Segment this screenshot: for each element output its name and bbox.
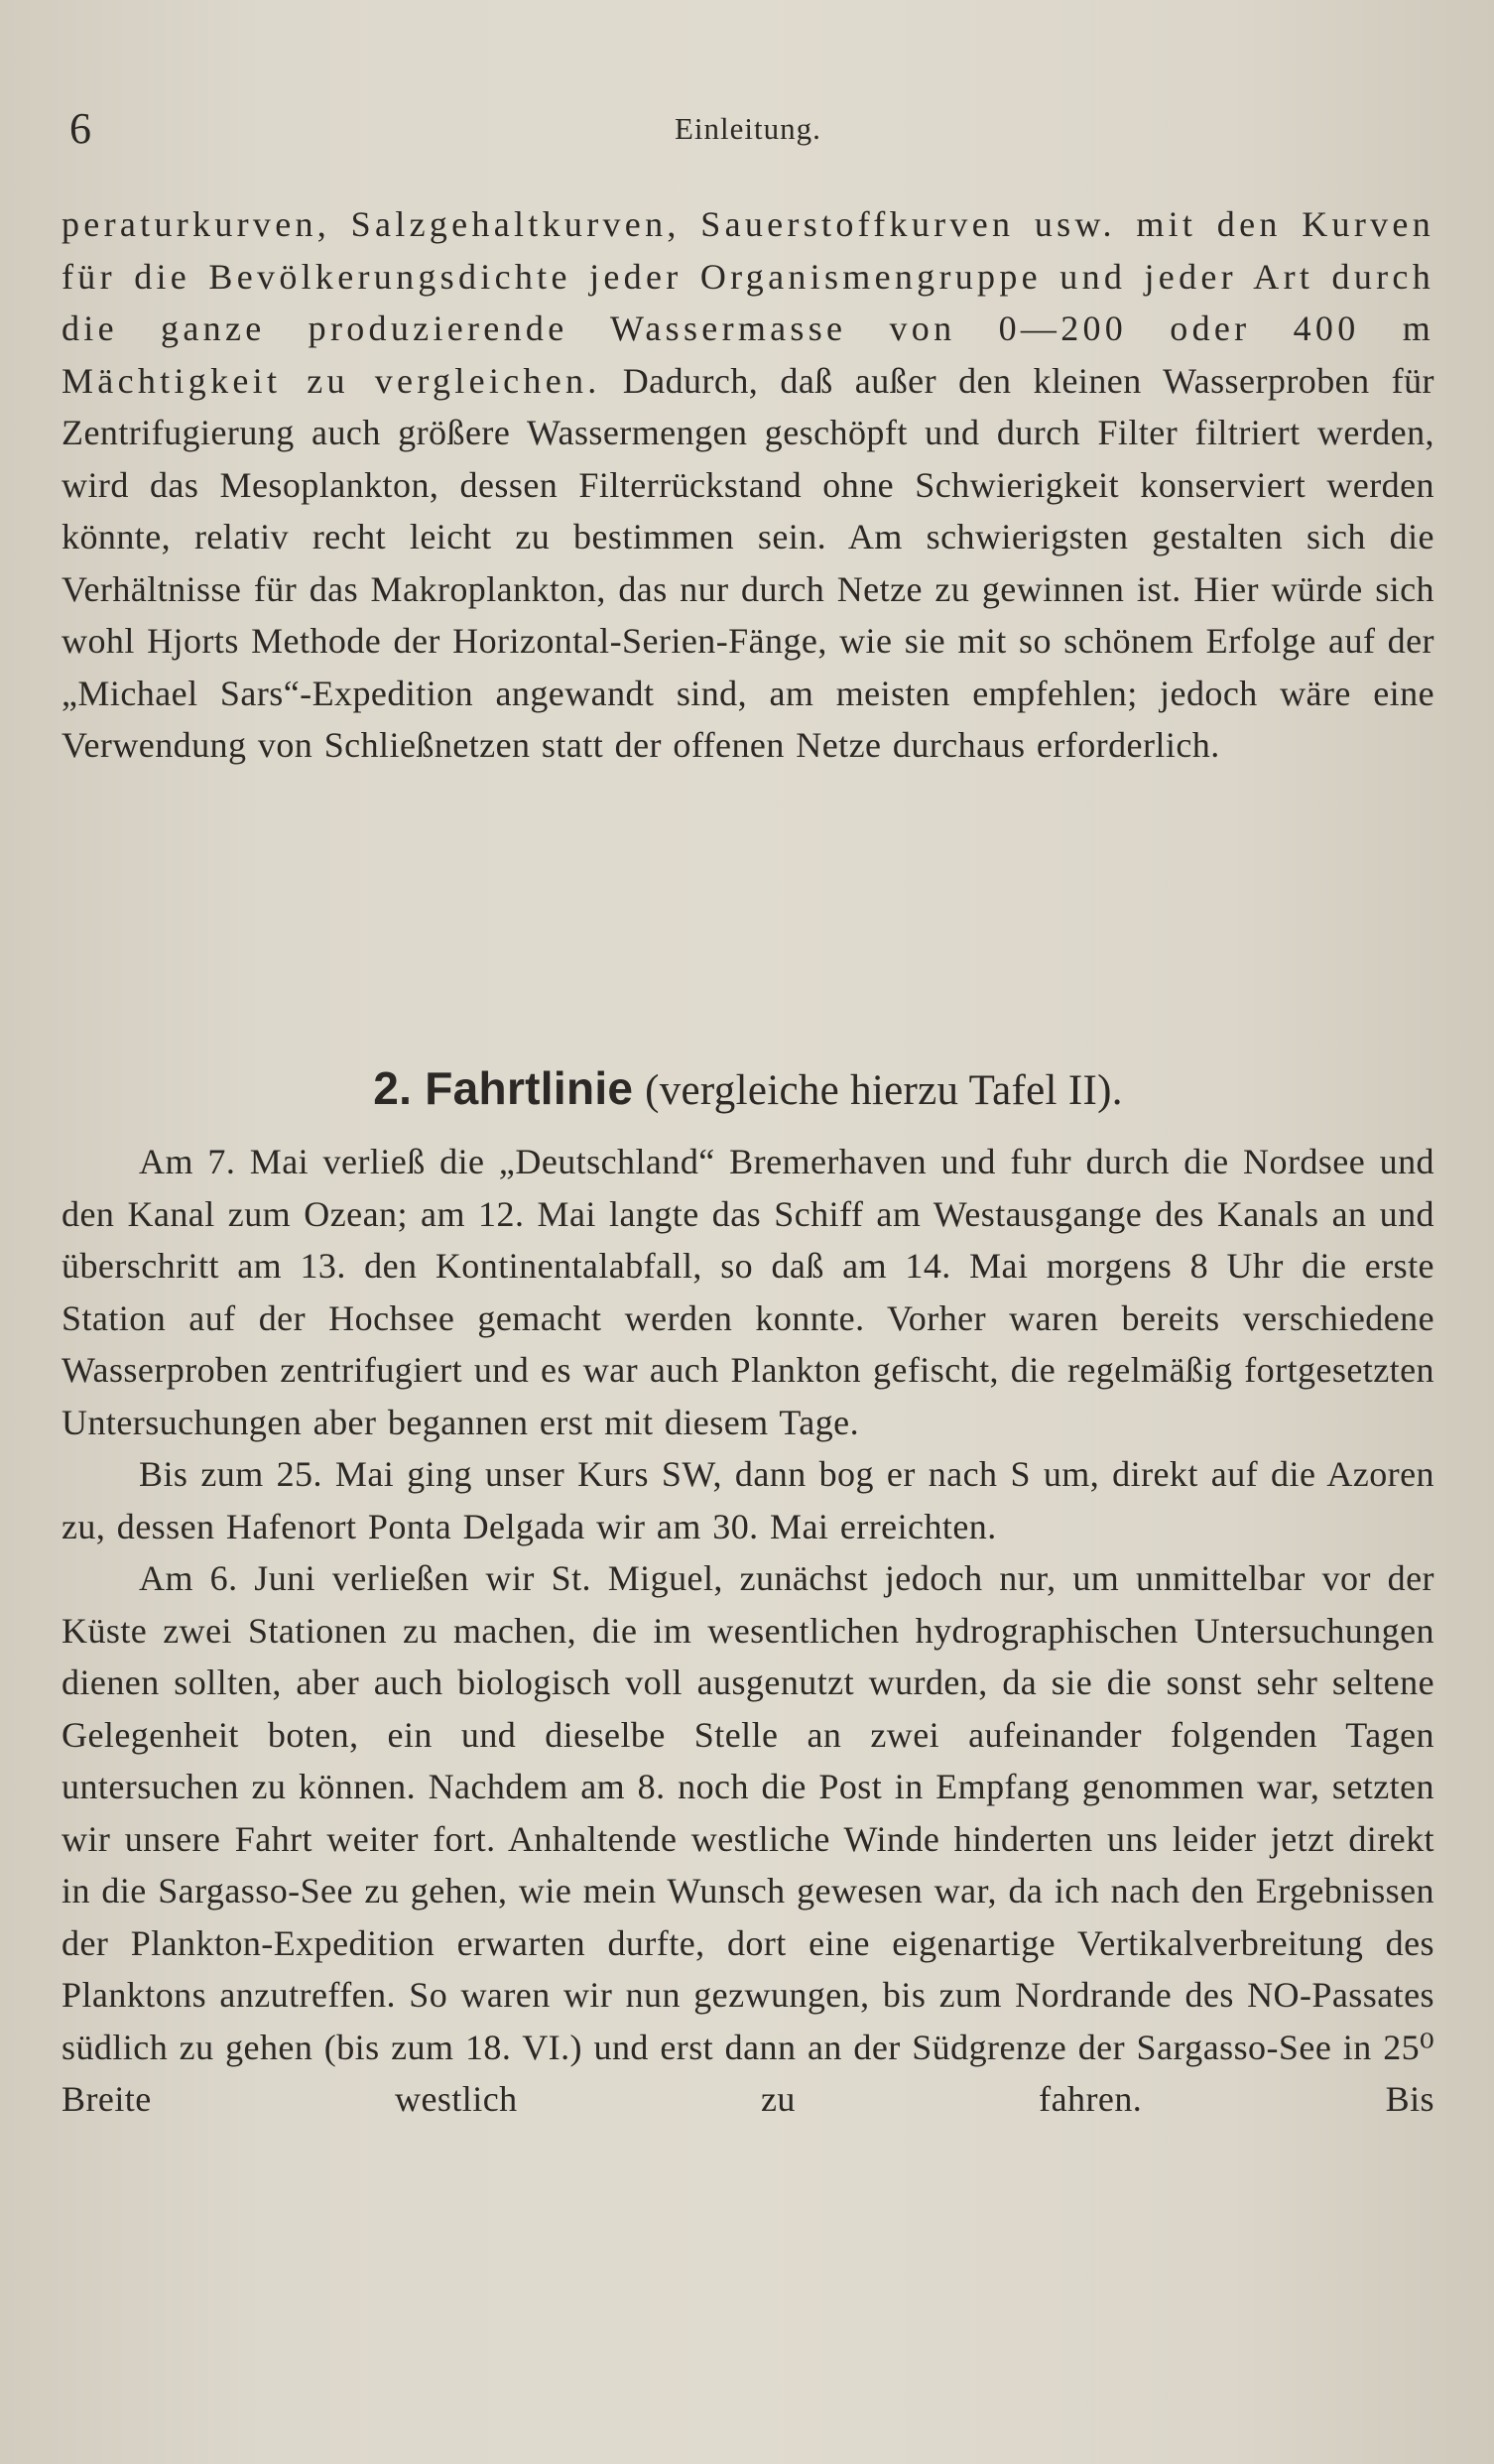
- page-number: 6: [69, 104, 91, 153]
- intro-paragraph: [62, 198, 1434, 772]
- intro-text-block: [62, 198, 1434, 772]
- running-title: Einleitung.: [675, 111, 821, 146]
- intro-letterspaced-text: peraturkurven, Salzgehaltkurven, Sauerstoffkurven usw. mit den Kurven für die Bevölkerungsdichte jeder Organismengruppe und jeder Art durch die ganze produzierende Wassermasse von 0—200 oder 400 m Mächtigkeit zu vergleichen.: [62, 204, 1434, 401]
- section-heading-title: 2. Fahrtlinie: [373, 1062, 634, 1114]
- section-heading-subtitle: (vergleiche hierzu Tafel II).: [645, 1067, 1123, 1114]
- section-paragraph-1: Am 7. Mai verließ die „Deutschland“ Bremerhaven und fuhr durch die Nordsee und den Kanal zum Ozean; am 12. Mai langte das Schiff am Westausgange des Kanals an und überschritt am 13. den Kontinentalabfall, so daß am 14. Mai morgens 8 Uhr die erste Station auf der Hochsee gemacht werden konnte. Vorher waren bereits verschiedene Wasserproben zentrifugiert und es war auch Plankton gefischt, die regelmäßig fortgesetzten Untersuchungen aber begannen erst mit diesem Tage.: [62, 1142, 1434, 1442]
- section-paragraph-2: Bis zum 25. Mai ging unser Kurs SW, dann bog er nach S um, direkt auf die Azoren zu, dessen Hafenort Ponta Delgada wir am 30. Mai erreichten.: [62, 1454, 1434, 1546]
- section-heading: [62, 1059, 1434, 1120]
- section-fahrtlinie: [62, 1059, 1434, 2126]
- running-head: [69, 99, 1438, 159]
- section-paragraph-3: Am 6. Juni verließen wir St. Miguel, zunächst jedoch nur, um unmittelbar vor der Küste zwei Stationen zu machen, die im wesentlichen hydrographischen Untersuchungen dienen sollten, aber auch biologisch voll ausgenutzt wurden, da sie die sonst sehr seltene Gelegenheit boten, ein und dieselbe Stelle an zwei aufeinander folgenden Tagen untersuchen zu können. Nachdem am 8. noch die Post in Empfang genommen war, setzten wir unsere Fahrt weiter fort. Anhaltende westliche Winde hinderten uns leider jetzt direkt in die Sargasso-See zu gehen, wie mein Wunsch gewesen war, da ich nach den Ergebnissen der Plankton-Expedition erwarten durfte, dort eine eigenartige Vertikalverbreitung des Planktons anzutreffen. So waren wir nun gezwungen, bis zum Nordrande des NO-Passates südlich zu gehen (bis zum 18. VI.) und erst dann an der Südgrenze der Sargasso-See in 25⁰ Breite westlich zu fahren. Bis: [62, 1558, 1434, 2119]
- intro-continuation-text: Dadurch, daß außer den kleinen Wasserproben für Zentrifugierung auch größere Wassermengen geschöpft und durch Filter filtriert werden, wird das Mesoplankton, dessen Filterrückstand ohne Schwierigkeit konserviert werden könnte, relativ recht leicht zu bestimmen sein. Am schwierigsten gestalten sich die Verhältnisse für das Makroplankton, das nur durch Netze zu gewinnen ist. Hier würde sich wohl Hjorts Methode der Horizontal-Serien-Fänge, wie sie mit so schönem Erfolge auf der „Michael Sars“-Expedition angewandt sind, am meisten empfehlen; jedoch wäre eine Verwendung von Schließnetzen statt der offenen Netze durchaus erforderlich.: [62, 360, 1434, 765]
